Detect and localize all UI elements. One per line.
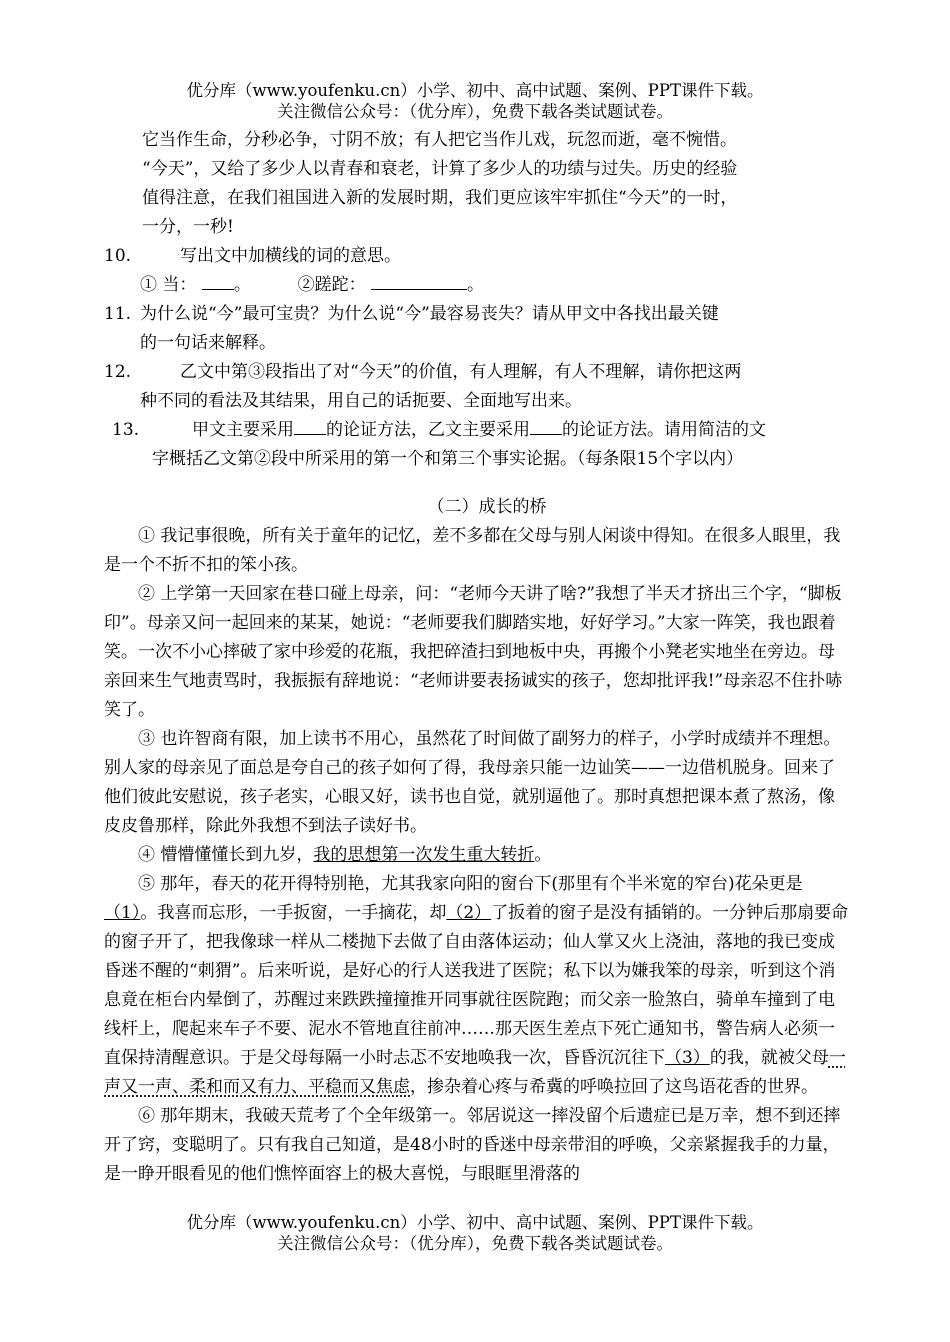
paragraph-text: ，掺杂着心疼与希冀的呼唤拉回了这鸟语花香的世界。 xyxy=(410,1077,818,1097)
question-number: 12. xyxy=(104,362,132,382)
paragraph-1: ① 我记事很晚，所有关于童年的记忆，差不多都在父母与别人闲谈中得知。在很多人眼里，我是一个不折不扣的笨小孩。 xyxy=(104,526,841,575)
question-text: 种不同的看法及其结果，用自己的话扼要、全面地写出来。 xyxy=(140,391,582,411)
paragraph-text: 的我，就被父母 xyxy=(709,1048,829,1068)
answer-blank[interactable] xyxy=(294,434,326,435)
question-text: 的一句话来解释。 xyxy=(140,333,276,353)
question-text: 乙文中第③段指出了对“今天”的价值，有人理解，有人不理解，请你把这两 xyxy=(180,362,742,382)
dotted-phrase: 一声又一声、柔和而又有力、平稳而又焦虑 xyxy=(104,1048,846,1097)
answer-blank[interactable] xyxy=(202,289,234,290)
question-10 xyxy=(104,242,850,300)
header-line-1: 优分库（www.youfenku.cn）小学、初中、高中试题、案例、PPT课件下载。 xyxy=(186,81,764,100)
passage-line: 它当作生命，分秒必争，寸阴不放；有人把它当作儿戏，玩忽而逝，毫不惋惜。 xyxy=(142,130,737,150)
question-text: 写出文中加横线的词的意思。 xyxy=(180,246,401,266)
page-footer xyxy=(0,1212,950,1254)
paragraph-text: 。我喜而忘形，一手扳窗，一手摘花，却 xyxy=(140,903,447,923)
question-12 xyxy=(104,358,850,416)
question-text: 的论证方法。请用简洁的文 xyxy=(562,420,766,440)
footer-line-1: 优分库（www.youfenku.cn）小学、初中、高中试题、案例、PPT课件下载。 xyxy=(186,1213,764,1232)
answer-blank[interactable] xyxy=(530,434,562,435)
paragraph-text: 。 xyxy=(534,845,552,865)
passage-line: 值得注意，在我们祖国进入新的发展时期，我们更应该牢牢抓住“今天”的一时， xyxy=(142,188,738,208)
paragraph-text: 了扳着的窗子是没有插销的。一分钟后那扇要命的窗子开了，把我像球一样从二楼抛下去做了自由落体运动；仙人掌又火上浇油，落地的我已变成昏迷不醒的“刺猬”。后来听说，是好心的行人送我进了医院；私下以为嫌我笨的母亲，听到这个消息竟在柜台内晕倒了，苏醒过来跌跌撞撞推开同事就往医院跑；而父亲一脸煞白，骑单车撞到了电线杆上，爬起来车子不要、泥水不管地直往前冲……那天医生差点下死亡通知书，警告病人必须一直保持清醒意识。于是父母每隔一小时忐忑不安地唤我一次，昏昏沉沉往下 xyxy=(104,903,849,1068)
fill-blank-3[interactable]: （3） xyxy=(665,1048,710,1068)
item-1-end: 。 xyxy=(233,275,251,295)
header-line-2: 关注微信公众号：（优分库），免费下载各类试题试卷。 xyxy=(277,102,673,121)
paragraph-text: ④ 懵懵懂懂长到九岁， xyxy=(138,845,314,865)
question-text: 字概括乙文第②段中所采用的第一个和第三个事实论据。（每条限15个字以内） xyxy=(152,449,744,469)
question-number: 10. xyxy=(104,246,132,266)
fill-blank-1[interactable]: （1） xyxy=(104,903,141,923)
section-title: （二）成长的桥 xyxy=(427,497,547,517)
question-number: 11. xyxy=(104,304,132,324)
answer-blank[interactable] xyxy=(371,289,467,290)
document-body xyxy=(104,126,850,1189)
passage-line: 一分，一秒! xyxy=(142,217,234,237)
question-11 xyxy=(104,300,850,358)
paragraph-6: ⑥ 那年期末，我破天荒考了个全年级第一。邻居说这一摔没留个后遗症已是万幸，想不到还摔开了窍，变聪明了。只有我自己知道，是48小时的昏迷中母亲带泪的呼唤，父亲紧握我手的力量，是一睁开眼看见的他们憔悴面容上的极大喜悦，与眼眶里滑落的 xyxy=(104,1106,841,1184)
question-text: 甲文主要采用 xyxy=(192,420,294,440)
question-text: 为什么说“今”最可宝贵？为什么说“今”最容易丧失？请从甲文中各找出最关键 xyxy=(140,304,719,324)
footer-line-2: 关注微信公众号：（优分库），免费下载各类试题试卷。 xyxy=(277,1234,673,1253)
paragraph-4 xyxy=(104,841,850,870)
underlined-sentence: 我的思想第一次发生重大转折 xyxy=(313,845,535,865)
passage-line: “今天”，又给了多少人以青春和衰老，计算了多少人的功绩与过失。历史的经验 xyxy=(142,159,738,179)
paragraph-text: ⑤ 那年，春天的花开得特别艳，尤其我家向阳的窗台下(那里有个半米宽的窄台)花朵更是 xyxy=(138,874,803,894)
item-2-label: ②蹉跎： xyxy=(297,275,366,295)
page-header xyxy=(0,80,950,122)
paragraph-2: ② 上学第一天回家在巷口碰上母亲，问：“老师今天讲了啥?”我想了半天才挤出三个字，“脚板印”。母亲又问一起回来的某某，她说：“老师要我们脚踏实地，好好学习。”大家一阵笑，我也跟着笑。一次不小心摔破了家中珍爱的花瓶，我把碎渣扫到地板中央，再搬个小凳老实地坐在旁边。母亲回来生气地责骂时，我振振有辞地说：“老师讲要表扬诚实的孩子，您却批评我!”母亲忍不住扑哧笑了。 xyxy=(104,584,843,720)
item-1-label: ① 当： xyxy=(140,275,197,295)
paragraph-5 xyxy=(104,870,850,1102)
fill-blank-2[interactable]: （2） xyxy=(446,903,492,923)
item-2-end: 。 xyxy=(467,275,485,295)
question-number: 13. xyxy=(112,420,140,440)
question-13 xyxy=(104,416,850,474)
paragraph-3: ③ 也许智商有限，加上读书不用心，虽然花了时间做了副努力的样子，小学时成绩并不理想。别人家的母亲见了面总是夸自己的孩子如何了得，我母亲只能一边讪笑——一边借机脱身。回来了他们彼此安慰说，孩子老实，心眼又好，读书也自觉，就别逼他了。那时真想把课本煮了熬汤，像皮皮鲁那样，除此外我想不到法子读好书。 xyxy=(104,729,841,836)
question-text: 的论证方法，乙文主要采用 xyxy=(326,420,530,440)
